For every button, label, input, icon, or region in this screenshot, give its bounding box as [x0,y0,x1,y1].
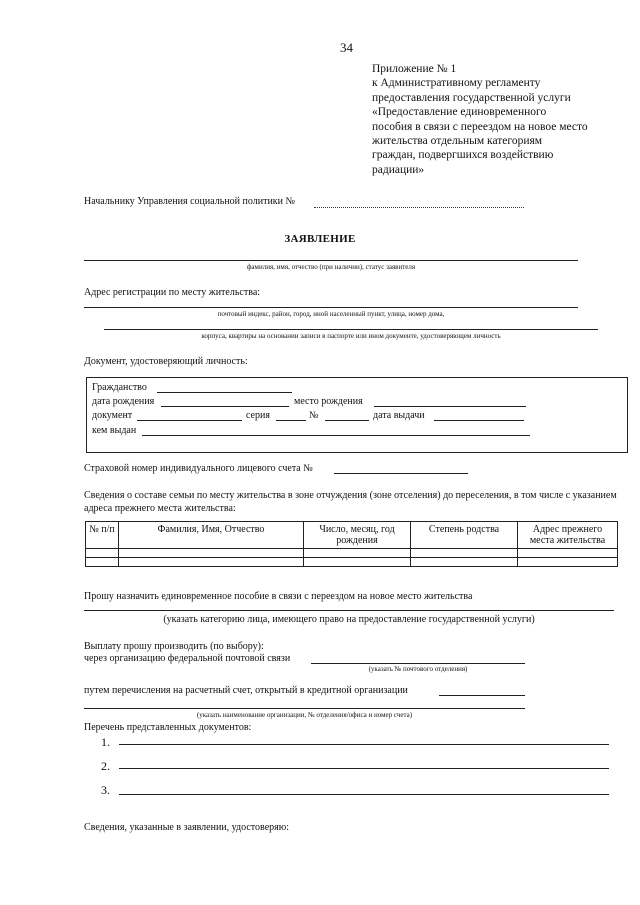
table-cell[interactable] [304,549,411,558]
citizenship-field[interactable] [157,392,292,393]
issued-by-label: кем выдан [92,425,137,436]
fio-caption: фамилия, имя, отчество (при наличии), статус заявителя [246,263,416,271]
document-title: ЗАЯВЛЕНИЕ [284,233,356,245]
family-intro: Сведения о составе семьи по месту жительства в зоне отчуждения (зоне отселения) до переселения, в том числе с указанием адреса прежнего места жительства: [84,490,617,514]
table-row [86,549,618,558]
snils-label: Страховой номер индивидуального лицевого счета № [84,463,313,474]
document-item-number: 3. [101,783,110,797]
address-caption-1: почтовый индекс, район, город, иной населенный пункт, улица, номер дома, [217,310,445,318]
table-cell[interactable] [411,549,518,558]
id-doc-label: Документ, удостоверяющий личность: [84,356,248,367]
addressee-field[interactable] [314,207,524,208]
document-item-number: 2. [101,759,110,773]
series-label: серия [246,410,270,421]
category-field[interactable] [84,610,614,611]
citizenship-label: Гражданство [92,382,147,393]
birth-date-field[interactable] [161,406,289,407]
page-number: 34 [340,40,353,55]
post-label: через организацию федеральной почтовой связи [84,653,291,664]
payment-label: Выплату прошу производить (по выбору): [84,641,264,652]
document-item-field-3[interactable] [119,794,609,795]
table-cell[interactable] [518,549,618,558]
issue-date-label: дата выдачи [373,410,425,421]
address-label: Адрес регистрации по месту жительства: [84,287,261,298]
address-caption-2: корпуса, квартиры на основании записи в паспорте или ином документе, удостоверяющем личность [201,332,501,340]
appendix-line: пособия в связи с переездом на новое место [372,120,588,133]
series-field[interactable] [276,420,306,421]
address-field-1[interactable] [84,307,578,308]
col-header-birth: Число, месяц, год рождения [304,522,411,549]
bank-field-2[interactable] [84,708,525,709]
table-cell[interactable] [119,549,304,558]
table-cell[interactable] [86,558,119,567]
bank-field-1[interactable] [439,695,525,696]
document-item-number: 1. [101,735,110,749]
appendix-line: «Предоставление единовременного [372,106,547,119]
snils-field[interactable] [334,473,468,474]
table-cell[interactable] [304,558,411,567]
request-text: Прошу назначить единовременное пособие в связи с переездом на новое место жительства [84,591,473,602]
appendix-line: радиации» [372,163,425,176]
table-cell[interactable] [119,558,304,567]
table-cell[interactable] [86,549,119,558]
col-header-fio: Фамилия, Имя, Отчество [119,522,304,549]
appendix-line: предоставления государственной услуги [372,91,571,104]
appendix-header [372,62,632,177]
addressee-label: Начальнику Управления социальной политики № [84,196,296,207]
address-field-2[interactable] [104,329,598,330]
col-header-relation: Степень родства [411,522,518,549]
appendix-line: жительства отдельным категориям [372,135,543,148]
post-office-caption: (указать № почтового отделения) [368,665,468,673]
birth-date-label: дата рождения [92,396,155,407]
fio-field[interactable] [84,260,578,261]
document-item-field-1[interactable] [119,744,609,745]
appendix-line: Приложение № 1 [372,63,457,75]
issue-date-field[interactable] [434,420,524,421]
table-header-row [86,522,618,549]
certify-text: Сведения, указанные в заявлении, удостоверяю: [84,822,289,833]
family-table [85,521,618,567]
issued-by-field[interactable] [142,435,530,436]
number-label: № [309,410,319,421]
id-doc-box [86,377,628,453]
documents-label: Перечень представленных документов: [84,722,252,733]
bank-caption: (указать наименование организации, № отделения/офиса и номер счета) [196,711,413,719]
appendix-line: к Административному регламенту [372,77,541,90]
table-row [86,558,618,567]
number-field[interactable] [325,420,369,421]
document-label: документ [92,410,133,421]
category-caption: (указать категорию лица, имеющего право на предоставление государственной услуги) [163,614,535,625]
col-header-address: Адрес прежнего места жительства [518,522,618,549]
appendix-line: граждан, подвергшихся воздействию [372,149,554,162]
post-office-field[interactable] [311,663,525,664]
birth-place-field[interactable] [374,406,526,407]
col-header-number: № п/п [86,522,119,549]
birth-place-label: место рождения [294,396,363,407]
bank-label: путем перечисления на расчетный счет, открытый в кредитной организации [84,685,408,696]
table-cell[interactable] [411,558,518,567]
document-field[interactable] [137,420,242,421]
table-cell[interactable] [518,558,618,567]
document-item-field-2[interactable] [119,768,609,769]
